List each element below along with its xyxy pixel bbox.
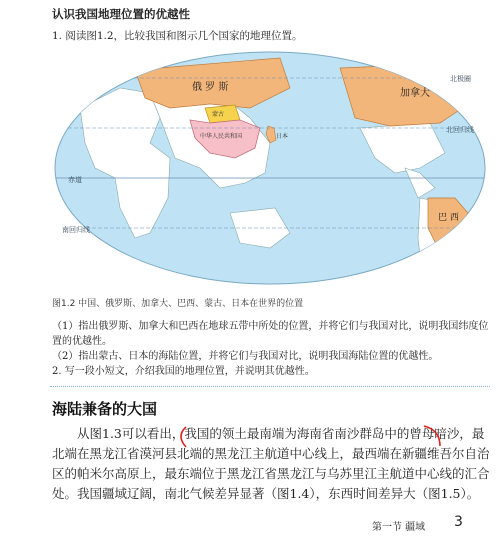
label-arctic-circle: 北极圈 (450, 75, 471, 83)
page-number: 3 (454, 514, 463, 530)
label-mongolia: 蒙古 (212, 111, 225, 118)
label-tropic-cancer: 北回归线 (446, 126, 474, 134)
section-divider (50, 386, 490, 387)
sub-question-2: （2）指出蒙古、日本的海陆位置，并将它们与我国对比，说明我国海陆位置的优越性。 (52, 351, 439, 362)
label-brazil: 巴 西 (438, 213, 459, 223)
page-title: 海陆兼备的大国 (52, 400, 158, 418)
question-1: 1. 阅读图1.2，比较我国和图示几个国家的地理位置。 (52, 30, 303, 42)
sub-question-1: （1）指出俄罗斯、加拿大和巴西在地球五带中所处的位置，并将它们与我国对比，说明我国纬度位置的优越性。 (52, 321, 489, 347)
question-2: 2. 写一段小短文，介绍我国的地理位置，并说明其优越性。 (52, 366, 315, 377)
label-tropic-capricorn: 南回归线 (62, 226, 90, 234)
label-canada: 加拿大 (400, 88, 430, 99)
figure-caption: 图1.2 中国、俄罗斯、加拿大、巴西、蒙古、日本在世界的位置 (52, 299, 304, 309)
label-equator: 赤道 (68, 176, 82, 184)
section-heading: 认识我国地理位置的优越性 (52, 7, 190, 21)
label-china: 中华人民共和国 (200, 133, 243, 140)
footer-section: 第一节 疆域 (372, 522, 426, 533)
label-japan: 日本 (276, 133, 289, 140)
label-russia: 俄 罗 斯 (192, 82, 229, 93)
world-map (50, 48, 490, 288)
body-paragraph: 从图1.3可以看出，我国的领土最南端为海南省南沙群岛中的曾母暗沙，最北端在黑龙江省漠河县北端的黑龙江主航道中心线上，最西端在新疆维吾尔自治区的帕米尔高原上，最东端位于黑龙江省黑龙江与乌苏里江主航道中心线的汇合处。我国疆域辽阔，南北气候差异显著（图1.4），东西时间差异大（图1.5）。 (52, 426, 490, 501)
